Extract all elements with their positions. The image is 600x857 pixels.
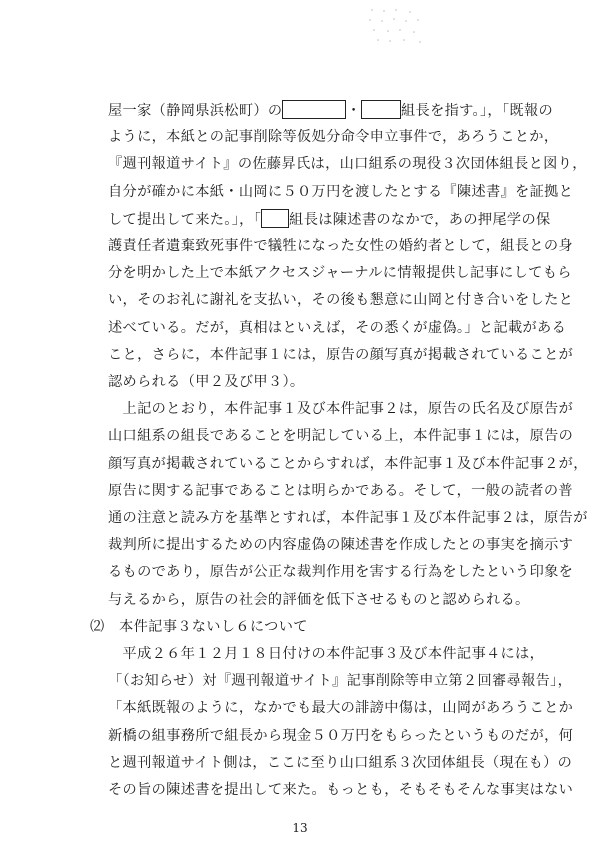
text-segment: 組長を指す。」，「既報の xyxy=(401,103,554,119)
text-line-22: 「（お知らせ）対『週刊報道サイト』記事削除等申立第２回審尋報告」， xyxy=(108,673,573,690)
text-line-4: 自分が確かに本紙・山岡に５０万円を渡したとする『陳述書』を証拠と xyxy=(108,183,574,200)
text-line-12: 上記のとおり，本件記事１及び本件記事２は，原告の氏名及び原告が xyxy=(108,401,574,418)
text-line-26: その旨の陳述書を提出して来た。もっとも，そもそもそんな事実はない xyxy=(108,782,574,798)
text-line-3: 『週刊報道サイト』の佐藤昇氏は，山口組系の現役３次団体組長と図り， xyxy=(108,156,587,173)
text-line-1 xyxy=(108,100,553,121)
text-line-23: 「本紙既報のように，なかでも最大の誹謗中傷は，山岡があろうことか xyxy=(108,700,574,717)
text-line-17: 裁判所に提出するための内容虚偽の陳述書を作成したとの事実を摘示す xyxy=(108,537,574,554)
text-line-2: ように，本紙との記事削除等仮処分命令申立事件で，あろうことか， xyxy=(108,129,559,146)
text-line-13: 山口組系の組長であることを明記している上，本件記事１には，原告の xyxy=(108,428,574,445)
redaction-box-2 xyxy=(361,100,401,119)
text-line-19: 与えるから，原告の社会的評価を低下させるものと認められる。 xyxy=(108,591,530,608)
text-line-24: 新橋の組事務所で組長から現金５０万円をもらったというものだが，何 xyxy=(108,727,574,744)
text-line-14: 顔写真が掲載されていることからすれば，本件記事１及び本件記事２が， xyxy=(108,455,588,472)
text-line-18: るものであり，原告が公正な裁判作用を害する行為をしたという印象を xyxy=(108,564,574,581)
text-line-5 xyxy=(108,209,551,230)
page-number: 13 xyxy=(292,821,308,836)
text-line-6: 護責任者遺棄致死事件で犠牲になった女性の婚約者として，組長との身 xyxy=(108,238,573,254)
text-line-10: こと，さらに，本件記事１には，原告の顔写真が掲載されていることが xyxy=(108,346,574,363)
text-segment: して提出して来た。」，「 xyxy=(108,211,262,228)
text-segment: ・ xyxy=(346,103,361,119)
text-line-8: い，そのお礼に謝礼を支払い，その後も懇意に山岡と付き合いをしたと xyxy=(108,292,574,309)
text-segment: 組長は陳述書のなかで，あの押尾学の保 xyxy=(289,211,551,228)
text-line-11: 認められる（甲２及び甲３）。 xyxy=(108,374,305,390)
redaction-box-1 xyxy=(282,100,346,119)
text-line-9: 述べている。だが，真相はといえば，その悉くが虚偽。」と記載がある xyxy=(108,319,567,336)
text-line-21: 平成２６年１２月１８日付けの本件記事３及び本件記事４には， xyxy=(108,646,545,662)
text-line-15: 原告に関する記事であることは明らかである。そして，一般の読者の普 xyxy=(108,482,573,499)
text-line-25: と週刊報道サイト側は，ここに至り山口組系３次団体組長（現在も）の xyxy=(108,754,573,771)
text-segment: 屋一家（静岡県浜松町）の xyxy=(108,103,283,119)
redaction-box-3 xyxy=(261,209,289,228)
text-line-7: 分を明かした上で本紙アクセスジャーナルに情報提供し記事にしてもら xyxy=(108,265,572,282)
section-heading: ⑵ 本件記事３ないし６について xyxy=(90,618,308,635)
text-line-16: 通の注意と読み方を基準とすれば，本件記事１及び本件記事２は，原告が xyxy=(108,510,588,526)
scan-speckles xyxy=(360,6,440,50)
